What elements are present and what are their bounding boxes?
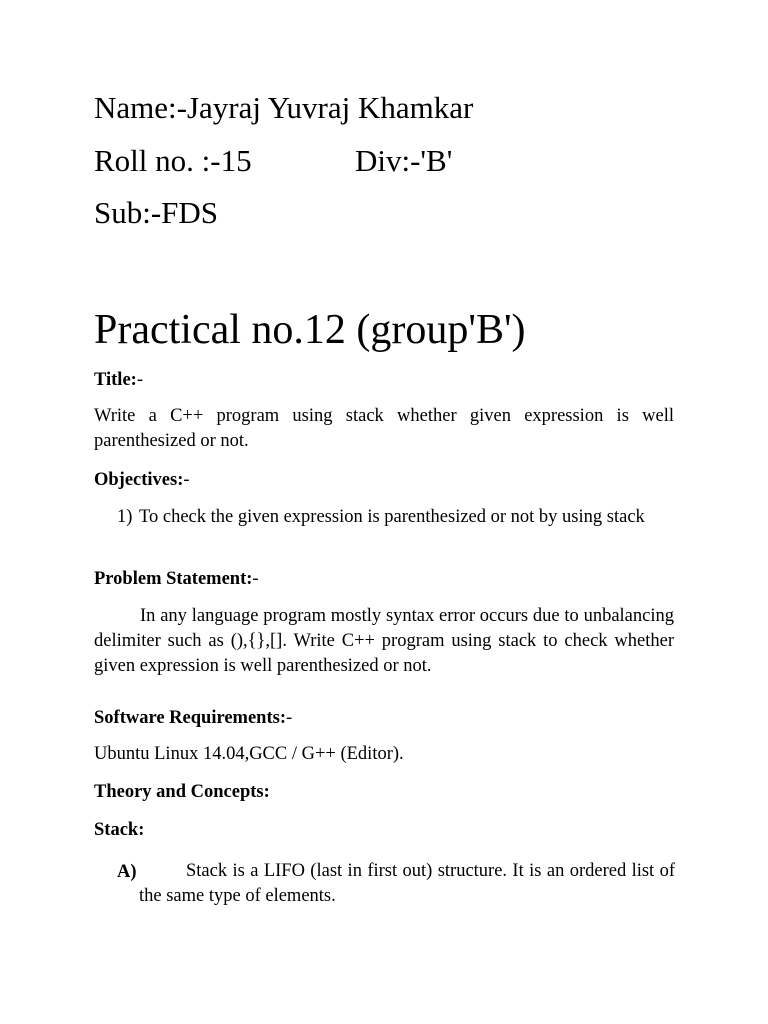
software-label-suffix: -: [286, 708, 293, 728]
objectives-heading: [94, 468, 190, 492]
problem-label: Problem Statement:: [94, 569, 253, 589]
practical-title: Practical no.12 (group'B'): [94, 307, 526, 353]
problem-label-suffix: -: [252, 569, 259, 589]
software-heading: [94, 706, 292, 730]
stack-heading: Stack:: [94, 820, 145, 840]
title-label-suffix: -: [136, 370, 143, 390]
problem-heading: [94, 567, 259, 591]
division: Div:-'B': [355, 143, 453, 178]
theory-heading: Theory and Concepts:: [94, 782, 270, 802]
objective-1-text: To check the given expression is parenthesized or not by using stack: [139, 507, 645, 527]
software-label: Software Requirements:: [94, 708, 286, 728]
student-name: Name:-Jayraj Yuvraj Khamkar: [94, 90, 474, 125]
problem-text: In any language program mostly syntax error occurs due to unbalancing delimiter such as (),{},[]. Write C++ program using stack to check whether given expression is well parenthesized or not.: [94, 606, 674, 676]
subject: Sub:-FDS: [94, 195, 219, 230]
point-a-text: Stack is a LIFO (last in first out) structure. It is an ordered list of the same type of elements.: [139, 861, 675, 906]
title-text: Write a C++ program using stack whether given expression is well parenthesized or not.: [94, 406, 674, 451]
title-heading: [94, 368, 143, 392]
point-a-label: A): [117, 862, 137, 882]
software-text: Ubuntu Linux 14.04,GCC / G++ (Editor).: [94, 744, 404, 764]
roll-number: Roll no. :-15: [94, 143, 252, 178]
title-label: Title:: [94, 370, 137, 390]
objectives-label: Objectives:: [94, 470, 184, 490]
objective-1-number: 1): [117, 507, 133, 527]
objectives-label-suffix: -: [183, 470, 190, 490]
